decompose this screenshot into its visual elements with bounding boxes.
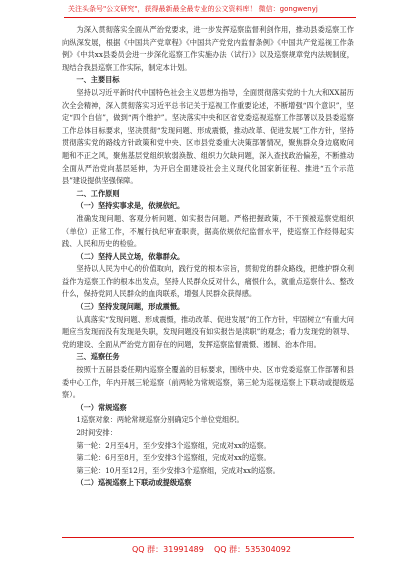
section-3a-line-2: 2时间安排：: [76, 428, 117, 437]
section-2a-paragraph: 准确发现问题、客观分析问题、如实报告问题。严格把握政策，不干预被巡察党组织（单位）正常工作，不履行执纪审查职责，据高依规依纪监督水平，使巡察工作经得起实践、人民和历史的检验。: [62, 213, 354, 249]
section-3-paragraph: 按照十五届县委任期内巡察全覆盖的目标要求，围绕中央、区市党委巡察工作部署和县委中心工作，年内开展三轮巡察（前两轮为常规巡察，第三轮为巡视巡察上下联动或提级巡察）。: [62, 365, 354, 400]
footer-qq-group-2[interactable]: QQ 群：535304092: [214, 545, 291, 554]
section-2-heading: 二、工作原则: [76, 188, 120, 198]
document-body: [62, 24, 354, 490]
section-3-heading: 三、巡察任务: [76, 352, 120, 362]
section-2a-heading: （一）坚持实事求是，依规依纪。: [76, 201, 185, 211]
intro-paragraph: 为深入贯彻落实全面从严治党要求，进一步发挥巡察监督利剑作用，推动县委巡察工作向纵深发展，根据《中国共产党章程》《中国共产党党内监督条例》《中国共产党巡视工作条例》《中共xx县委员会进一步深化巡察工作实施办法（试行）》以及巡察规章党内法规制度，现结合我县巡察工作实际，制定本计划。: [62, 25, 354, 72]
section-2b-paragraph: 坚持以人民为中心的价值取向，践行党的根本宗旨，贯彻党的群众路线，把维护群众利益作为巡察工作的根本出发点，坚持人民群众反对什么，痛恨什么，就重点巡察什么、整改什么，保持党同人民群众的血肉联系，增强人民群众获得感。: [62, 264, 354, 299]
section-3a-line-3: 第一轮：2月至4月，至少安排3个巡察组，完成对xx的巡察。: [76, 440, 271, 450]
section-3a-line-5: 第三轮：10月至12月，至少安排3个巡察组，完成对xx的巡察。: [76, 465, 280, 475]
section-2b-heading: （二）坚持人民立场，依靠群众。: [76, 251, 185, 261]
section-2c-paragraph: 认真落实“发现问题、形成震慑，推动改革、促进发展”的工作方针，牢固树立“有重大问题应当发现而没有发现是失职，发现问题没有如实报告是渎职”的观念；看力发现党的领导、党的建设、全面从严治党方面存在的问题，发挥巡察监督震慑、遏制、治本作用。: [62, 314, 354, 349]
footer-qq-group-1[interactable]: QQ 群：31991489: [132, 545, 204, 554]
section-3a-heading: （一）常规巡察: [76, 402, 127, 412]
section-1-heading: 一、主要目标: [76, 75, 120, 85]
section-2c-heading: （三）坚持发现问题，形成震慑。: [76, 302, 185, 312]
section-3a-line-1: 1巡察对象：两轮常规巡察分别确定5个单位党组织。: [76, 415, 244, 425]
header-divider: [64, 17, 356, 18]
section-3b-heading: （二）巡视巡察上下联动或提级巡察: [76, 478, 192, 488]
section-3a-line-4: 第二轮：6月至8月，至少安排3个巡察组，完成对xx的巡察。: [76, 453, 271, 463]
header-banner[interactable]: 关注头条号"公文研究"，获得最新最全最专业的公文资料库！ 微信：gongwenyj: [68, 5, 318, 13]
footer-divider: [62, 537, 354, 538]
section-1-paragraph: 坚持以习近平新时代中国特色社会主义思想为指导，全面贯彻落实党的十九大和XX届历次全会精神，深入贯彻落实习近平总书记关于巡视工作重要论述，不断增强“四个意识”，坚定“四个自信”，做到“两个维护”。坚决落实中央和区省党委巡视巡察工作部署以及县委巡察工作总体目标要求，坚决贯彻“发现问题、形成震慑，推动改革、促进发展”工作方针，坚持贯彻落实党的路线方针政策和党中央、区市县党委重大决策部署情况，聚焦群众身边腐败问题和不正之风，聚焦基层党组织软弱涣散、组织力欠缺问题，深入查找政治偏差，不断推动全面从严治党向基层延伸，为开启全面建设社会主义现代化国家新征程、推进“五个示范县”建设提供坚强保障。: [62, 87, 354, 186]
